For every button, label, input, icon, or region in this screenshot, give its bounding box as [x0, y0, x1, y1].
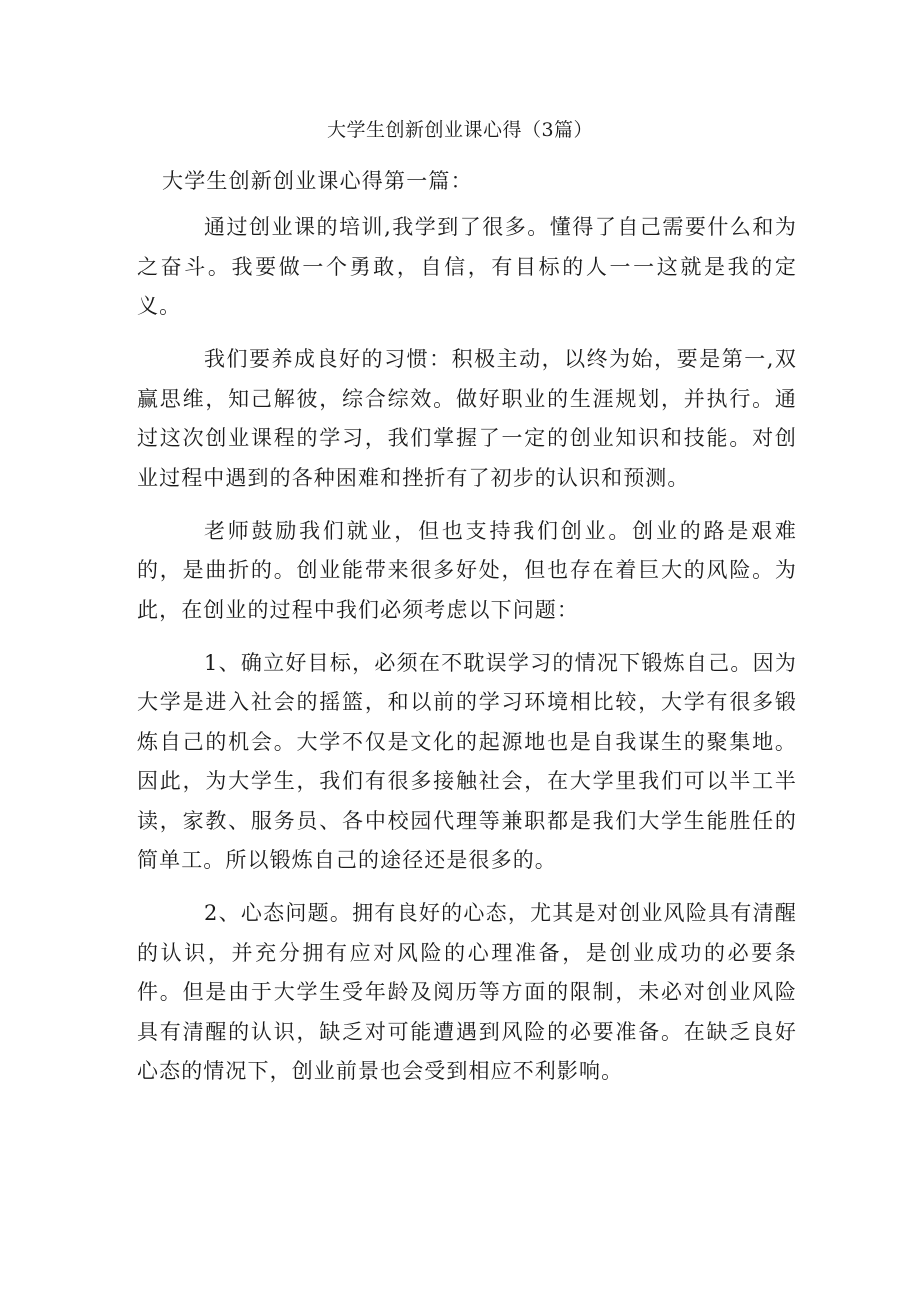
document-body: [137, 208, 797, 1105]
paragraph: 2、心态问题。拥有良好的心态，尤其是对创业风险具有清醒的认识，并充分拥有应对风险的心理准备，是创业成功的必要条件。但是由于大学生受年龄及阅历等方面的限制，未必对创业风险具有清醒的认识，缺乏对可能遭遇到风险的必要准备。在缺乏良好心态的情况下，创业前景也会受到相应不利影响。: [137, 901, 797, 1083]
paragraph: 1、确立好目标，必须在不耽误学习的情况下锻炼自己。因为大学是进入社会的摇篮，和以前的学习环境相比较，大学有很多锻炼自己的机会。大学不仅是文化的起源地也是自我谋生的聚集地。因此，为大学生，我们有很多接触社会，在大学里我们可以半工半读，家教、服务员、各中校园代理等兼职都是我们大学生能胜任的简单工。所以锻炼自己的途径还是很多的。: [137, 650, 797, 872]
paragraph: 我们要养成良好的习惯：积极主动，以终为始，要是第一,双赢思维，知己解彼，综合综效。做好职业的生涯规划，并执行。通过这次创业课程的学习，我们掌握了一定的创业知识和技能。对创业过程中遇到的各种困难和挫折有了初步的认识和预测。: [137, 347, 797, 490]
document-title: 大学生创新创业课心得（3篇）: [326, 119, 594, 141]
paragraph: 通过创业课的培训,我学到了很多。懂得了自己需要什么和为之奋斗。我要做一个勇敢，自信，有目标的人一一这就是我的定义。: [137, 215, 797, 318]
paragraph: 老师鼓励我们就业，但也支持我们创业。创业的路是艰难的，是曲折的。创业能带来很多好处，但也存在着巨大的风险。为此，在创业的过程中我们必须考虑以下问题：: [137, 518, 797, 622]
section-heading: 大学生创新创业课心得第一篇：: [162, 169, 473, 193]
